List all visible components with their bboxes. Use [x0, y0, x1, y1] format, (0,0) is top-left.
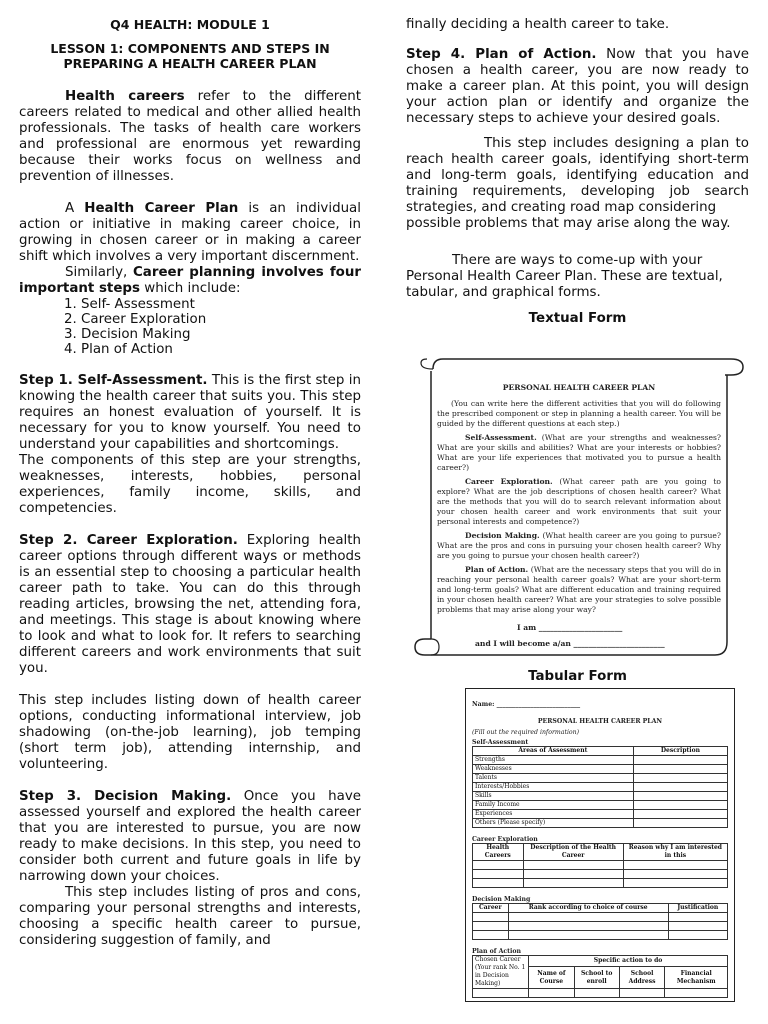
dm-header-career: Career [473, 904, 509, 913]
step2-includes: This step includes listing down of health career options, conducting informational interview, job shadowing (on-the-job learning), job temping (short term job), attending internship, and volunteering. [19, 693, 361, 772]
textual-pa-text: (What are the necessary steps that you will do in reaching your personal health career goals? What are your short-term and long-term goals? What are different education and training required in your chosen health career? What are your strategies to solve possible problems that may arise along your way? [437, 565, 721, 614]
pa-header-school: School to enroll [574, 967, 619, 989]
tabular-ce-label: Career Exploration [472, 836, 538, 843]
table-row [473, 861, 728, 870]
sa-row-label: Interests/Hobbies [473, 783, 634, 792]
step1-paragraph [19, 373, 361, 453]
plan-text: is an individual action or initiative in making career choice, in growing in chosen career or in making a career shift which involves a very important discernment. [19, 201, 361, 264]
table-row [473, 756, 728, 765]
tabular-pa-label: Plan of Action [472, 948, 522, 955]
textual-ce [437, 477, 721, 527]
lesson-title-line-1: LESSON 1: COMPONENTS AND STEPS IN [50, 41, 330, 56]
tabular-dm-label: Decision Making [472, 896, 531, 903]
sa-row-label: Experiences [473, 810, 634, 819]
textual-dm [437, 531, 721, 561]
textual-pa [437, 565, 721, 615]
sa-row-input[interactable] [633, 765, 727, 774]
sa-row-input[interactable] [633, 801, 727, 810]
list-item: 3. Decision Making [64, 327, 191, 342]
step4-paragraph [406, 47, 749, 127]
step4-text: Now that you have chosen a health career, you are now ready to make a career plan. At this point, you will design your action plan or identify and organize the necessary steps to achieve your desired goals. [406, 47, 749, 126]
tabular-form-body [466, 689, 734, 998]
sa-row-label: Strengths [473, 756, 634, 765]
pa-header-financial: Financial Mechanism [665, 967, 728, 989]
table-row [473, 810, 728, 819]
sa-row-input[interactable] [633, 819, 727, 828]
sa-row-label: Talents [473, 774, 634, 783]
ways-paragraph: There are ways to come-up with your Personal Health Career Plan. These are textual, tabular, and graphical forms. [406, 253, 723, 300]
sa-row-input[interactable] [633, 792, 727, 801]
sa-row-input[interactable] [633, 783, 727, 792]
step2-heading: Step 2. Career Exploration. [19, 533, 238, 548]
pa-header-main: Specific action to do [529, 956, 728, 967]
career-plan-paragraph [19, 201, 361, 265]
table-row [473, 801, 728, 810]
sa-row-label: Weaknesses [473, 765, 634, 774]
step1-components: The components of this step are your strengths, weaknesses, interests, hobbies, personal experiences, family income, skills, and competencies. [19, 453, 361, 516]
step4-problems: possible problems that may arise along the way. [406, 216, 731, 231]
textual-form-title: PERSONAL HEALTH CAREER PLAN [502, 383, 656, 392]
table-row [473, 765, 728, 774]
step3-includes: This step includes listing of pros and cons, comparing your personal strengths and interests, choosing a specific health career to pursue, considering suggestion of family, and [19, 885, 361, 948]
textual-form-intro: (You can write here the different activities that you will do following the prescribed component or step in planning a health career. You will be guided by the different questions at each step.) [437, 399, 721, 428]
ce-header-reason: Reason why I am interested in this [623, 844, 727, 861]
textual-form-scroll [411, 357, 746, 660]
step2-text: Exploring health career options through different ways or methods is an essential step to choosing a particular health career path to take. You can do this through reading articles, browsing the net, attending fora, and meetings. This stage is about knowing where to look and what to look for. It refers to searching different careers and work environments that suit you. [19, 533, 361, 676]
similarly-paragraph [19, 265, 361, 297]
similarly-term: Career planning involves four important steps [19, 265, 361, 296]
steps-list [19, 297, 361, 357]
textual-i-am: I am ______________________ [517, 623, 623, 632]
table-row [473, 931, 728, 940]
similarly-pre: Similarly, [65, 265, 133, 280]
sa-row-label: Others (Please specify) [473, 819, 634, 828]
intro-paragraph [19, 89, 361, 185]
sa-header-areas: Areas of Assessment [473, 747, 634, 756]
textual-become: and I will become a/an ________________________ [475, 639, 665, 648]
sa-row-input[interactable] [633, 756, 727, 765]
table-row [473, 989, 728, 998]
list-item: 2. Career Exploration [64, 312, 207, 327]
textual-pa-heading: Plan of Action. [465, 565, 529, 574]
sa-header-description: Description [633, 747, 727, 756]
textual-ce-heading: Career Exploration. [465, 477, 553, 486]
table-row [473, 922, 728, 931]
intro-term: Health careers [65, 89, 185, 104]
left-column [19, 0, 361, 949]
table-row [473, 792, 728, 801]
table-row [473, 783, 728, 792]
lesson-title [19, 41, 361, 71]
pa-header-address: School Address [619, 967, 665, 989]
step1-heading: Step 1. Self-Assessment. [19, 373, 208, 388]
table-row [473, 819, 728, 828]
ce-table [472, 843, 728, 888]
step4-includes: This step includes designing a plan to reach health career goals, identifying short-term and long-term goals, identifying education and training requirements, developing job search strategies, and creating road map considering [406, 136, 749, 215]
tabular-sa-label: Self-Assessment [472, 739, 529, 746]
plan-term: Health Career Plan [84, 201, 239, 216]
textual-sa-text: (What are your strengths and weaknesses? What are your skills and abilities? What are your interests or hobbies? What are your life experiences that motivated you to pursue a health career?) [437, 433, 721, 472]
table-row [473, 870, 728, 879]
textual-ce-text: (What career path are you going to explore? What are the job descriptions of chosen health career? What are the methods that you will do to search relevant information about your chosen health career and work environments that suit your personal interests and competence?) [437, 477, 721, 526]
table-row [473, 913, 728, 922]
plan-pre: A [65, 201, 85, 216]
pa-table [472, 955, 728, 998]
lesson-title-line-2: PREPARING A HEALTH CAREER PLAN [63, 56, 317, 71]
tabular-fill-note: (Fill out the required information) [472, 729, 580, 736]
sa-table [472, 746, 728, 828]
dm-header-justification: Justification [668, 904, 727, 913]
continuation-line: finally deciding a health career to take. [406, 17, 670, 32]
similarly-text: which include: [139, 281, 241, 296]
textual-sa-heading: Self-Assessment. [465, 433, 537, 442]
step3-text: Once you have assessed yourself and explored the health career that you are interested to pursue, you are now ready to make decisions. In this step, you need to consider both current and future goals in life by narrowing down your choices. [19, 789, 362, 884]
step3-heading: Step 3. Decision Making. [19, 789, 232, 804]
tabular-title: PERSONAL HEALTH CAREER PLAN [537, 718, 663, 725]
textual-dm-text: (What health career are you going to pursue? What are the pros and cons in pursuing your chosen health career? Why are you going to pursue your chosen health career?) [437, 531, 722, 560]
tabular-name-field: Name: ___________________________ [472, 701, 581, 708]
tabular-form [465, 688, 735, 1002]
sa-row-label: Skills [473, 792, 634, 801]
textual-form-body [437, 383, 721, 649]
list-item: 1. Self- Assessment [64, 297, 195, 312]
step1-text: This is the first step in knowing the health career that suits you. This step requires an honest evaluation of yourself. It is necessary for you to know yourself. You need to understand your capabilities and shortcomings. [19, 373, 361, 452]
textual-form-label: Textual Form [528, 311, 627, 326]
tabular-form-label: Tabular Form [528, 669, 627, 684]
textual-sa [437, 433, 721, 473]
sa-row-input[interactable] [633, 774, 727, 783]
step2-paragraph [19, 533, 361, 677]
step3-paragraph [19, 789, 361, 885]
module-title: Q4 HEALTH: MODULE 1 [110, 17, 270, 32]
ce-header-careers: Health Careers [473, 844, 524, 861]
table-row [473, 774, 728, 783]
list-item: 4. Plan of Action [64, 342, 173, 357]
sa-row-label: Family Income [473, 801, 634, 810]
ce-header-description: Description of the Health Career [523, 844, 623, 861]
right-column [406, 0, 749, 326]
textual-dm-heading: Decision Making. [465, 531, 540, 540]
dm-header-rank: Rank according to choice of course [508, 904, 668, 913]
intro-text: refer to the different careers related to medical and other allied health professionals. The tasks of health care workers and professional are enormous yet rewarding because their works focus on wellness and prevention of illnesses. [19, 89, 361, 184]
table-row [473, 879, 728, 888]
step4-heading: Step 4. Plan of Action. [406, 47, 597, 62]
sa-row-input[interactable] [633, 810, 727, 819]
dm-table [472, 903, 728, 940]
pa-header-course: Name of Course [529, 967, 575, 989]
pa-chosen-career: Chosen Career (Your rank No. 1 in Decision Making) [473, 956, 529, 989]
